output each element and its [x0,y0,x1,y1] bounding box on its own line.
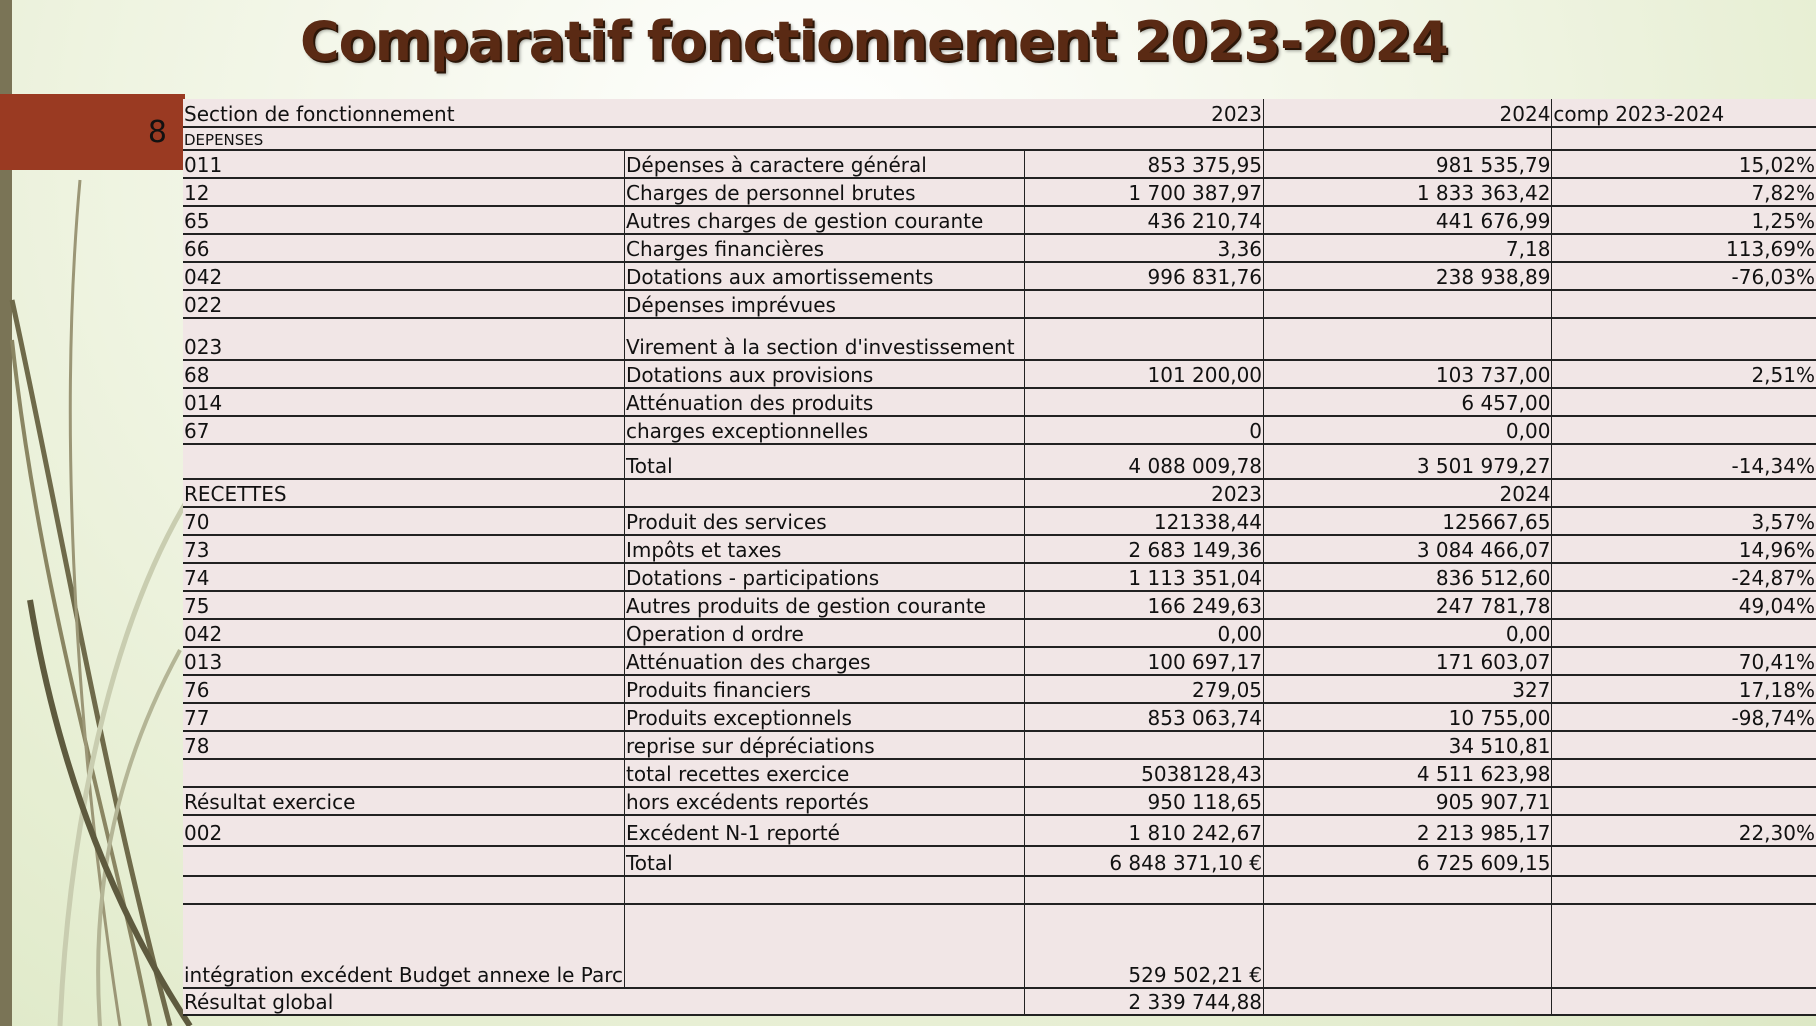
excedent-2024: 2 213 985,17 [1264,815,1552,846]
depense-value-2024: 981 535,79 [1264,150,1552,178]
depense-pct: 2,51% [1552,360,1816,388]
depense-label: Atténuation des produits [624,388,1024,416]
recette-value-2023: 166 249,63 [1024,591,1263,619]
recette-label: Autres produits de gestion courante [624,591,1024,619]
recette-value-2024: 125667,65 [1264,507,1552,535]
resultat-global-row [183,988,1816,1015]
depenses-total-row [183,444,1816,479]
recette-row [183,563,1816,591]
recettes-header-row [183,479,1816,507]
excedent-label: Excédent N-1 reporté [624,815,1024,846]
recette-row [183,647,1816,675]
recette-label: Atténuation des charges [624,647,1024,675]
total-recettes-row [183,759,1816,787]
depense-code: 12 [183,178,624,206]
recettes-header-2024: 2024 [1264,479,1552,507]
recette-pct: 49,04% [1552,591,1816,619]
recette-label: Produit des services [624,507,1024,535]
recette-value-2023: 0,00 [1024,619,1263,647]
excedent-2023: 1 810 242,67 [1024,815,1263,846]
recettes-label: RECETTES [183,479,624,507]
recette-row [183,675,1816,703]
header-2024: 2024 [1264,99,1552,127]
depense-row [183,178,1816,206]
recette-row [183,591,1816,619]
depense-value-2024: 7,18 [1264,234,1552,262]
depense-value-2024: 103 737,00 [1264,360,1552,388]
depense-value-2024: 6 457,00 [1264,388,1552,416]
depense-value-2023: 853 375,95 [1024,150,1263,178]
total-recettes-2024: 4 511 623,98 [1264,759,1552,787]
recette-label: Produits financiers [624,675,1024,703]
recette-pct: 70,41% [1552,647,1816,675]
depense-code: 68 [183,360,624,388]
slide-title: Comparatif fonctionnement 2023-2024 [300,10,1448,73]
depense-value-2023: 436 210,74 [1024,206,1263,234]
recette-code: 73 [183,535,624,563]
depenses-label-row [183,127,1816,150]
slide-number: 8 [147,114,167,150]
header-comp: comp 2023-2024 [1552,99,1816,127]
depense-value-2024: 0,00 [1264,416,1552,444]
grand-total-2024: 6 725 609,15 [1264,846,1552,876]
recette-value-2023: 1 113 351,04 [1024,563,1263,591]
recette-pct [1552,731,1816,759]
depense-row [183,150,1816,178]
depense-value-2023: 1 700 387,97 [1024,178,1263,206]
depense-value-2023: 3,36 [1024,234,1263,262]
recette-value-2024: 34 510,81 [1264,731,1552,759]
depense-value-2024: 238 938,89 [1264,262,1552,290]
recette-value-2023: 2 683 149,36 [1024,535,1263,563]
grand-total-row [183,846,1816,876]
recette-code: 013 [183,647,624,675]
depense-value-2024 [1264,290,1552,318]
depense-pct [1552,318,1816,360]
depense-pct [1552,388,1816,416]
recette-code: 77 [183,703,624,731]
depense-row [183,234,1816,262]
depense-value-2023 [1024,290,1263,318]
resultat-global-label: Résultat global [183,988,1024,1015]
depense-value-2023: 996 831,76 [1024,262,1263,290]
depense-value-2023: 0 [1024,416,1263,444]
recette-value-2024: 0,00 [1264,619,1552,647]
depense-row [183,360,1816,388]
recette-label: Dotations - participations [624,563,1024,591]
recette-code: 042 [183,619,624,647]
depense-pct [1552,416,1816,444]
recette-value-2023: 279,05 [1024,675,1263,703]
depenses-rows [183,150,1816,444]
depense-value-2023 [1024,388,1263,416]
recette-code: 70 [183,507,624,535]
empty-row [183,876,1816,904]
resultat-global-2023: 2 339 744,88 [1024,988,1263,1015]
depense-label: Charges de personnel brutes [624,178,1024,206]
recette-label: Produits exceptionnels [624,703,1024,731]
depense-row [183,318,1816,360]
depense-value-2024: 1 833 363,42 [1264,178,1552,206]
recette-row [183,619,1816,647]
depense-code: 67 [183,416,624,444]
recette-row [183,507,1816,535]
depense-code: 022 [183,290,624,318]
excedent-row [183,815,1816,846]
grass-blade [70,180,120,1026]
depense-row [183,290,1816,318]
recette-label: Impôts et taxes [624,535,1024,563]
depense-pct [1552,290,1816,318]
depense-code: 65 [183,206,624,234]
recette-pct: 3,57% [1552,507,1816,535]
grass-blade [60,480,200,1026]
grand-total-label: Total [624,846,1024,876]
depense-pct: 113,69% [1552,234,1816,262]
recette-value-2023 [1024,731,1263,759]
depense-row [183,206,1816,234]
recette-pct: -98,74% [1552,703,1816,731]
recette-pct: 14,96% [1552,535,1816,563]
depense-label: Dotations aux provisions [624,360,1024,388]
recette-code: 76 [183,675,624,703]
resultat-exercice-2023: 950 118,65 [1024,787,1263,815]
recette-code: 78 [183,731,624,759]
depense-pct: 15,02% [1552,150,1816,178]
integration-2023: 529 502,21 € [1024,904,1263,988]
excedent-pct: 22,30% [1552,815,1816,846]
depense-label: charges exceptionnelles [624,416,1024,444]
recette-value-2023: 853 063,74 [1024,703,1263,731]
depense-value-2024: 441 676,99 [1264,206,1552,234]
resultat-exercice-code: Résultat exercice [183,787,624,815]
depense-pct: 1,25% [1552,206,1816,234]
recette-value-2024: 247 781,78 [1264,591,1552,619]
depense-row [183,388,1816,416]
integration-row [183,904,1816,988]
recette-label: reprise sur dépréciations [624,731,1024,759]
depense-pct: -76,03% [1552,262,1816,290]
recette-value-2024: 836 512,60 [1264,563,1552,591]
recette-row [183,731,1816,759]
recette-code: 74 [183,563,624,591]
depenses-label: DEPENSES [183,127,1024,150]
excedent-code: 002 [183,815,624,846]
integration-label: intégration excédent Budget annexe le Parc [183,904,624,988]
depense-label: Virement à la section d'investissement [624,318,1024,360]
depense-code: 011 [183,150,624,178]
header-2023: 2023 [1024,99,1263,127]
depense-code: 014 [183,388,624,416]
resultat-exercice-row [183,787,1816,815]
depense-value-2024 [1264,318,1552,360]
recette-value-2024: 171 603,07 [1264,647,1552,675]
recette-code: 75 [183,591,624,619]
grass-blade [12,300,170,1026]
resultat-exercice-label: hors excédents reportés [624,787,1024,815]
recette-row [183,703,1816,731]
total-recettes-label: total recettes exercice [624,759,1024,787]
total-recettes-2023: 5038128,43 [1024,759,1263,787]
grand-total-2023: 6 848 371,10 € [1024,846,1263,876]
slide-number-tab [0,94,185,170]
depense-code: 66 [183,234,624,262]
recette-pct: -24,87% [1552,563,1816,591]
recette-row [183,535,1816,563]
depenses-total-2024: 3 501 979,27 [1264,444,1552,479]
depense-pct: 7,82% [1552,178,1816,206]
depense-label: Charges financières [624,234,1024,262]
recette-pct [1552,619,1816,647]
depenses-total-2023: 4 088 009,78 [1024,444,1263,479]
recette-value-2024: 3 084 466,07 [1264,535,1552,563]
header-section: Section de fonctionnement [183,99,1024,127]
depense-label: Dépenses à caractere général [624,150,1024,178]
recette-label: Operation d ordre [624,619,1024,647]
depenses-total-label: Total [624,444,1024,479]
depenses-total-pct: -14,34% [1552,444,1816,479]
resultat-exercice-2024: 905 907,71 [1264,787,1552,815]
depense-row [183,416,1816,444]
recette-value-2023: 100 697,17 [1024,647,1263,675]
recette-value-2024: 10 755,00 [1264,703,1552,731]
recettes-rows [183,507,1816,759]
recette-value-2023: 121338,44 [1024,507,1263,535]
depense-value-2023: 101 200,00 [1024,360,1263,388]
budget-table [183,99,1816,1016]
depense-row [183,262,1816,290]
recette-value-2024: 327 [1264,675,1552,703]
recettes-header-2023: 2023 [1024,479,1263,507]
depense-value-2023 [1024,318,1263,360]
depense-code: 023 [183,318,624,360]
table-header-row [183,99,1816,127]
recette-pct: 17,18% [1552,675,1816,703]
depense-code: 042 [183,262,624,290]
depense-label: Dépenses imprévues [624,290,1024,318]
depense-label: Dotations aux amortissements [624,262,1024,290]
depense-label: Autres charges de gestion courante [624,206,1024,234]
